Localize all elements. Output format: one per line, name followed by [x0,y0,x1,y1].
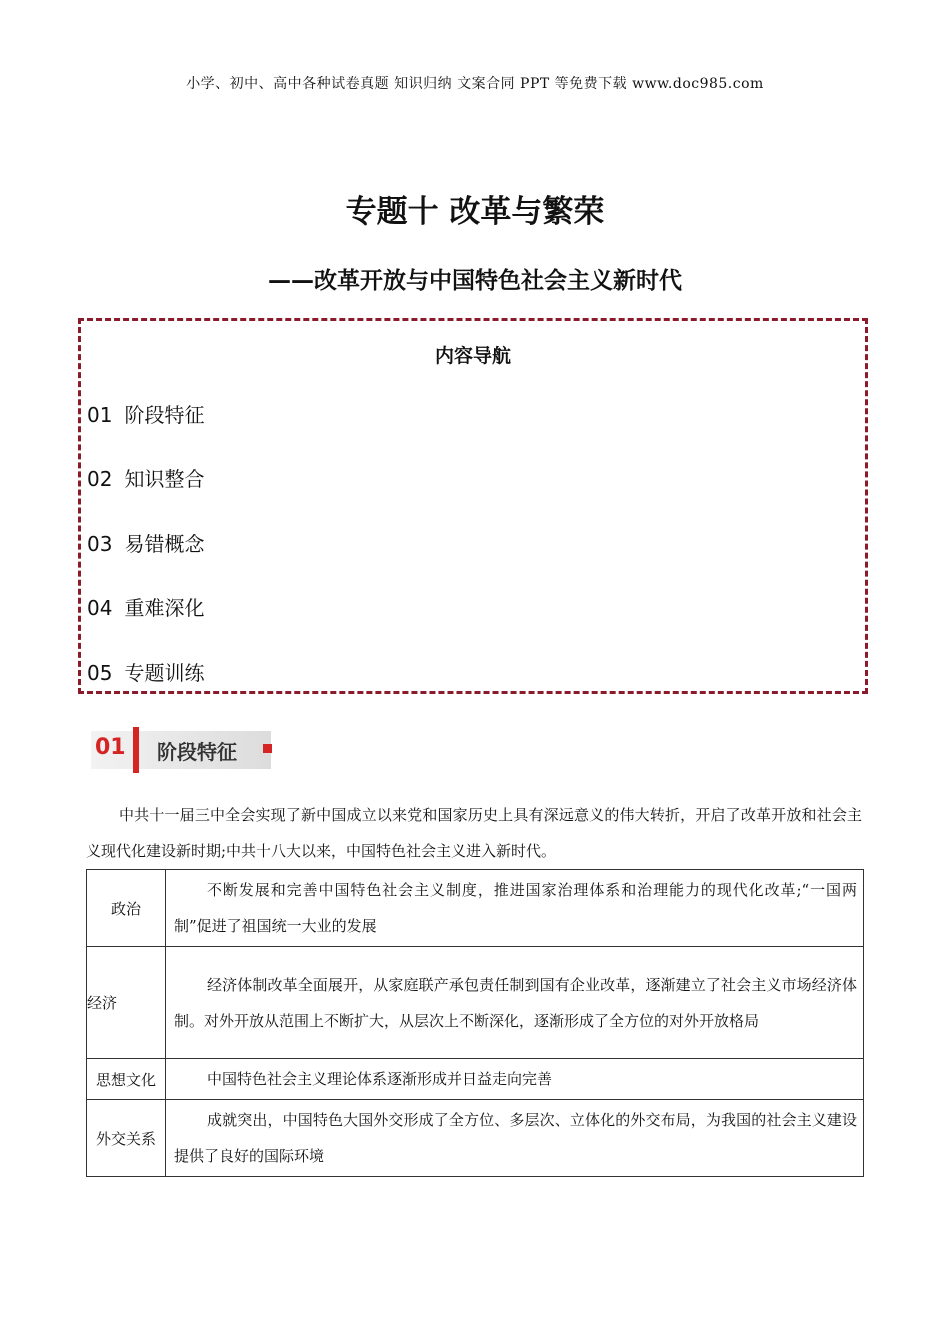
content-navigation-box [78,318,868,694]
nav-item[interactable] [87,463,204,492]
page-title: 专题十 改革与繁荣 [345,194,605,230]
nav-item-number: 04 [87,596,113,620]
row-key: 政治 [87,870,166,947]
stage-features-table [86,869,864,1177]
nav-item[interactable] [87,657,204,686]
nav-item[interactable] [87,592,204,621]
row-key: 思想文化 [87,1059,166,1100]
section-title: 阶段特征 [157,740,237,764]
nav-item-number: 03 [87,532,113,556]
row-key: 外交关系 [87,1100,166,1177]
nav-item-number: 02 [87,467,113,491]
nav-title: 内容导航 [434,345,511,367]
site-header: 小学、初中、高中各种试卷真题 知识归纳 文案合同 PPT 等免费下载 www.doc985.com [186,76,764,92]
row-value: 经济体制改革全面展开，从家庭联产承包责任制到国有企业改革，逐渐建立了社会主义市场经济体制。对外开放从范围上不断扩大，从层次上不断深化，逐渐形成了全方位的对外开放格局 [166,947,864,1059]
intro-paragraph: 中共十一届三中全会实现了新中国成立以来党和国家历史上具有深远意义的伟大转折，开启了改革开放和社会主义现代化建设新时期;中共十八大以来，中国特色社会主义进入新时代。 [86,806,862,860]
nav-item-number: 01 [87,403,113,427]
table-row [87,1100,864,1177]
section-number: 01 [95,735,126,760]
table-row [87,947,864,1059]
table-row [87,870,864,947]
row-value: 中国特色社会主义理论体系逐渐形成并日益走向完善 [166,1059,864,1100]
page-subtitle: ——改革开放与中国特色社会主义新时代 [268,268,682,294]
row-value: 不断发展和完善中国特色社会主义制度，推进国家治理体系和治理能力的现代化改革;“一国两制”促进了祖国统一大业的发展 [166,870,864,947]
nav-item[interactable] [87,528,204,557]
table-row [87,1059,864,1100]
nav-item-label: 专题训练 [124,661,205,685]
nav-item-label: 易错概念 [124,532,205,556]
section-heading [91,727,281,773]
nav-item-label: 阶段特征 [124,403,205,427]
nav-item-label: 重难深化 [124,596,205,620]
square-bullet-icon [263,744,272,753]
section-divider-bar [133,727,139,773]
nav-item[interactable] [87,399,204,428]
row-value: 成就突出，中国特色大国外交形成了全方位、多层次、立体化的外交布局，为我国的社会主义建设提供了良好的国际环境 [166,1100,864,1177]
row-key: 经济 [87,947,166,1059]
nav-item-label: 知识整合 [124,467,205,491]
nav-item-number: 05 [87,661,113,685]
